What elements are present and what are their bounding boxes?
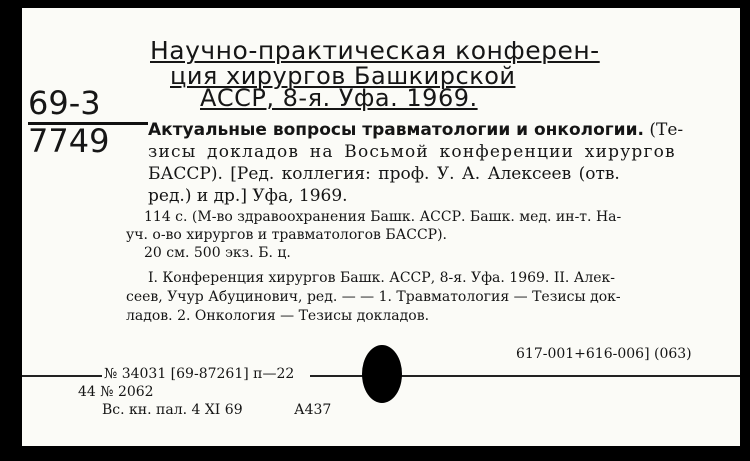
handwritten-heading-line-3: АССР, 8-я. Уфа. 1969. xyxy=(200,84,478,112)
subjects-line-2: сеев, Учур Абуцинович, ред. — — 1. Травматология — Тезисы док- xyxy=(126,289,621,305)
registry-number-2: 44 № 2062 xyxy=(78,384,154,400)
subjects-line-3: ладов. 2. Онкология — Тезисы докладов. xyxy=(126,308,430,324)
handwritten-heading-line-2: ция хирургов Башкирской xyxy=(170,62,516,90)
punch-hole xyxy=(362,345,402,403)
collation-line-1: 114 с. (М-во здравоохранения Башк. АССР. Башк. мед. ин-т. На- xyxy=(144,209,622,225)
shelf-mark-top: 69-3 xyxy=(28,84,101,122)
classification-code: 617-001+616-006] (063) xyxy=(516,346,692,362)
description-line-4: ред.) и др.] Уфа, 1969. xyxy=(148,186,348,206)
subjects-line-1: I. Конференция хирургов Башк. АССР, 8-я. Уфа. 1969. II. Алек- xyxy=(148,270,616,286)
shelf-mark-bottom: 7749 xyxy=(28,122,110,160)
title-bold: Актуальные вопросы травматологии и онкологии. xyxy=(148,120,644,140)
handwritten-heading-line-1: Научно-практическая конферен- xyxy=(150,36,600,65)
description-line-2: зисы докладов на Восьмой конференции хирургов xyxy=(148,142,676,162)
registry-date: Вс. кн. пал. 4 XI 69 xyxy=(102,402,243,418)
catalog-card xyxy=(22,8,740,446)
registry-number: № 34031 [69-87261] п—22 xyxy=(104,366,295,382)
collation-line-2: уч. о-во хирургов и травматологов БАССР). xyxy=(126,227,447,243)
collation-line-3: 20 см. 500 экз. Б. ц. xyxy=(144,245,291,261)
description-line-1 xyxy=(148,120,683,140)
registry-code: А437 xyxy=(294,402,332,418)
title-continuation: (Те- xyxy=(649,120,684,140)
registry-rule-left xyxy=(22,375,102,377)
description-line-3: БАССР). [Ред. коллегия: проф. У. А. Алексеев (отв. xyxy=(148,164,620,184)
